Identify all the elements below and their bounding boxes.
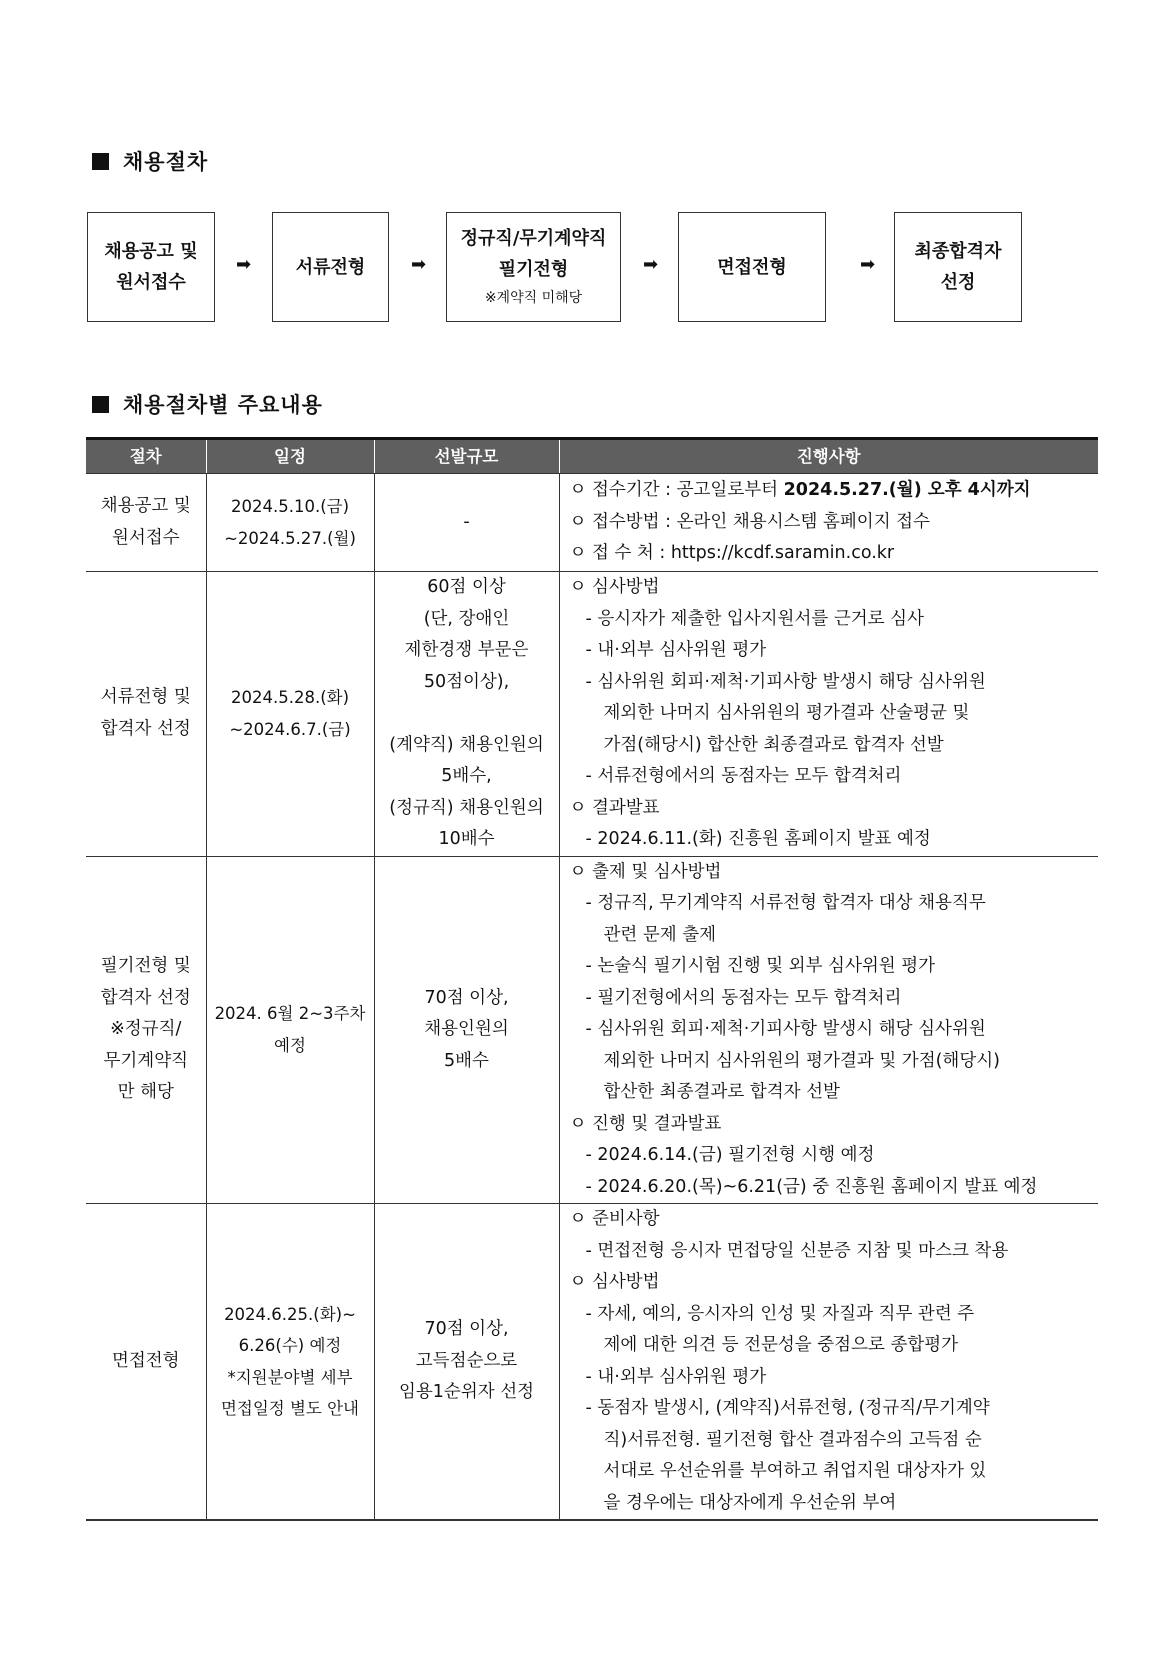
square-bullet-icon [92,153,109,170]
detail-text: - 동점자 발생시, (계약직)서류전형, (정규직/무기계약 [585,1398,990,1418]
arrow-right-icon: ➡ [411,254,427,275]
cell-details [559,1204,1098,1521]
detail-text: ㅇ 접수방법 : 온라인 채용시스템 홈페이지 접수 [569,511,930,532]
detail-cont [570,1488,1093,1520]
detail-sub [570,1299,1093,1331]
detail-sub [570,1140,1093,1172]
schedule-line: 6.26(수) 예정 [238,1336,342,1355]
scale-line: 임용1순위자 선정 [398,1382,535,1403]
detail-text: 관련 문제 출제 [603,924,717,945]
process-details-table [86,437,1098,1521]
detail-cont [570,730,1093,762]
detail-text: 직)서류전형. 필기전형 합산 결과점수의 고득점 순 [603,1429,982,1450]
table-row [86,856,1098,1204]
schedule-line: 면접일정 별도 안내 [220,1399,359,1418]
stage-line: ※정규직/ [110,1019,182,1039]
detail-text: ㅇ 심사방법 [569,577,660,597]
detail-text: - 정규직, 무기계약직 서류전형 합격자 대상 채용직무 [585,893,986,913]
table-row [86,474,1098,572]
detail-bullet [570,475,1093,507]
scale-line: 고득점순으로 [415,1350,518,1371]
stage-line: 채용공고 및 [100,496,191,516]
stage-line: 면접전형 [111,1350,180,1371]
detail-text: ㅇ 심사방법 [569,1272,660,1292]
detail-bullet [570,1204,1093,1236]
detail-text: - 서류전형에서의 동점자는 모두 합격처리 [585,766,902,786]
schedule-line: ~2024.6.7.(금) [229,719,351,739]
detail-sub [570,983,1093,1015]
scale-line: 60점 이상 [427,577,506,597]
flow-step-5 [894,212,1022,322]
detail-bullet [570,1109,1093,1141]
schedule-line: 2024.6.25.(화)~ [224,1304,356,1324]
cell-scale [374,1204,559,1521]
schedule-line: ~2024.5.27.(월) [224,528,356,548]
detail-cont [570,698,1093,730]
scale-line: (계약직) 채용인원의 [389,734,544,755]
detail-sub [570,761,1093,793]
flow-step-2 [272,212,389,322]
detail-text: ㅇ 접수기간 : 공고일로부터 [569,480,784,501]
flow-step-label: 정규직/무기계약직 [460,228,607,249]
arrow-right-icon: ➡ [643,254,659,275]
detail-text: - 내·외부 심사위원 평가 [585,640,767,660]
detail-sub [570,888,1093,920]
detail-text: 합산한 최종결과로 합격자 선발 [603,1082,840,1102]
detail-bullet [570,857,1093,889]
detail-text: 제외한 나머지 심사위원의 평가결과 및 가점(해당시) [603,1050,1000,1071]
stage-line: 원서접수 [111,527,180,548]
detail-sub [570,1172,1093,1204]
detail-text: 을 경우에는 대상자에게 우선순위 부여 [603,1492,897,1513]
table-header-row [86,439,1098,474]
scale-line: 10배수 [438,829,495,849]
detail-text: ㅇ 진행 및 결과발표 [569,1113,722,1134]
flow-step-3 [446,212,621,322]
detail-text: ㅇ 준비사항 [569,1209,660,1229]
detail-sub [570,1236,1093,1268]
header-stage: 절차 [86,439,206,474]
flow-step-label: 면접전형 [717,256,787,278]
stage-line: 만 해당 [117,1082,174,1102]
detail-sub [570,824,1093,856]
section-title-details [92,389,323,419]
detail-bullet [570,1267,1093,1299]
detail-highlight: 2024.5.27.(월) 오후 4시까지 [783,480,1031,501]
section-title-process [92,146,208,176]
detail-text: ㅇ 접 수 처 : https://kcdf.saramin.co.kr [569,543,895,564]
detail-cont [570,1046,1093,1078]
flow-step-label: 서류전형 [295,256,366,278]
flow-step-label: 원서접수 [116,272,186,293]
detail-text: - 내·외부 심사위원 평가 [585,1366,767,1387]
stage-line: 무기계약직 [103,1050,189,1071]
flow-step-label: 최종합격자 [914,241,1002,262]
scale-line: 5배수, [441,766,492,786]
scale-line: - [463,511,470,532]
flow-step-label: 필기전형 [498,259,569,280]
detail-sub [570,635,1093,667]
flow-step-label: 선정 [940,272,976,293]
detail-text: - 필기전형에서의 동점자는 모두 합격처리 [585,987,902,1008]
detail-text: 서대로 우선순위를 부여하고 취업지원 대상자가 있 [603,1461,987,1481]
header-scale: 선발규모 [374,439,559,474]
flow-step-1 [87,212,215,322]
section-title-text: 채용절차 [123,150,209,174]
flow-step-label: 채용공고 및 [104,241,198,262]
stage-line: 합격자 선정 [100,718,191,739]
detail-text: ㅇ 출제 및 심사방법 [569,861,722,882]
cell-scale [374,856,559,1204]
detail-sub [570,604,1093,636]
table-row [86,1204,1098,1521]
square-bullet-icon [92,396,109,413]
cell-stage [86,1204,206,1521]
detail-cont [570,1456,1093,1488]
detail-text: 가점(해당시) 합산한 최종결과로 합격자 선발 [603,734,944,755]
detail-sub [570,951,1093,983]
detail-bullet [570,538,1093,570]
detail-cont [570,920,1093,952]
scale-line: (정규직) 채용인원의 [389,797,544,818]
detail-sub [570,1014,1093,1046]
detail-text: 제외한 나머지 심사위원의 평가결과 산술평균 및 [603,703,970,723]
detail-text: - 2024.6.20.(목)~6.21(금) 중 진흥원 홈페이지 발표 예정 [585,1176,1038,1197]
detail-text: ㅇ 결과발표 [569,797,660,818]
cell-scale [374,474,559,572]
detail-sub [570,667,1093,699]
cell-scale [374,572,559,857]
arrow-right-icon: ➡ [236,254,252,275]
cell-details [559,572,1098,857]
cell-stage [86,474,206,572]
detail-cont [570,1330,1093,1362]
detail-text: - 자세, 예의, 응시자의 인성 및 자질과 직무 관련 주 [585,1303,975,1324]
arrow-right-icon: ➡ [860,254,876,275]
detail-text: - 면접전형 응시자 면접당일 신분증 지참 및 마스크 착용 [585,1240,1009,1261]
detail-sub [570,1362,1093,1394]
detail-text: - 논술식 필기시험 진행 및 외부 심사위원 평가 [585,956,936,976]
detail-text: - 2024.6.11.(화) 진흥원 홈페이지 발표 예정 [585,829,931,849]
scale-line: 5배수 [444,1050,489,1071]
schedule-line: 2024.5.28.(화) [230,688,350,708]
stage-line: 합격자 선정 [100,987,191,1008]
cell-schedule [206,856,374,1204]
cell-stage [86,572,206,857]
scale-line: 70점 이상, [424,987,509,1008]
schedule-line: *지원분야별 세부 [227,1367,353,1387]
cell-schedule [206,1204,374,1521]
detail-cont [570,1077,1093,1109]
scale-line: 채용인원의 [424,1019,509,1039]
stage-line: 필기전형 및 [100,956,191,976]
detail-text: - 심사위원 회피·제척·기피사항 발생시 해당 심사위원 [585,671,986,692]
scale-line: 70점 이상, [424,1319,509,1340]
stage-line: 서류전형 및 [100,687,191,708]
detail-bullet [570,793,1093,825]
detail-sub [570,1393,1093,1425]
schedule-line: 예정 [274,1035,306,1055]
schedule-line: 2024.5.10.(금) [230,497,350,516]
header-details: 진행사항 [559,439,1098,474]
cell-schedule [206,572,374,857]
detail-text: 제에 대한 의견 등 전문성을 중점으로 종합평가 [603,1335,959,1355]
detail-cont [570,1425,1093,1457]
header-schedule: 일정 [206,439,374,474]
flow-step-note: ※계약직 미해당 [484,290,583,306]
detail-text: - 심사위원 회피·제척·기피사항 발생시 해당 심사위원 [585,1019,986,1039]
schedule-line: 2024. 6월 2~3주차 [214,1004,366,1024]
cell-stage [86,856,206,1204]
scale-line [379,698,555,730]
detail-bullet [570,507,1093,539]
detail-bullet [570,572,1093,604]
scale-line: (단, 장애인 [423,608,510,629]
scale-line: 50점이상), [423,671,510,692]
cell-details [559,474,1098,572]
flow-step-4 [678,212,826,322]
detail-text: - 응시자가 제출한 입사지원서를 근거로 심사 [585,608,924,629]
cell-schedule [206,474,374,572]
detail-text: - 2024.6.14.(금) 필기전형 시행 예정 [585,1145,875,1165]
section-title-text: 채용절차별 주요내용 [123,393,323,417]
scale-line: 제한경쟁 부문은 [404,640,529,660]
cell-details [559,856,1098,1204]
table-row [86,572,1098,857]
